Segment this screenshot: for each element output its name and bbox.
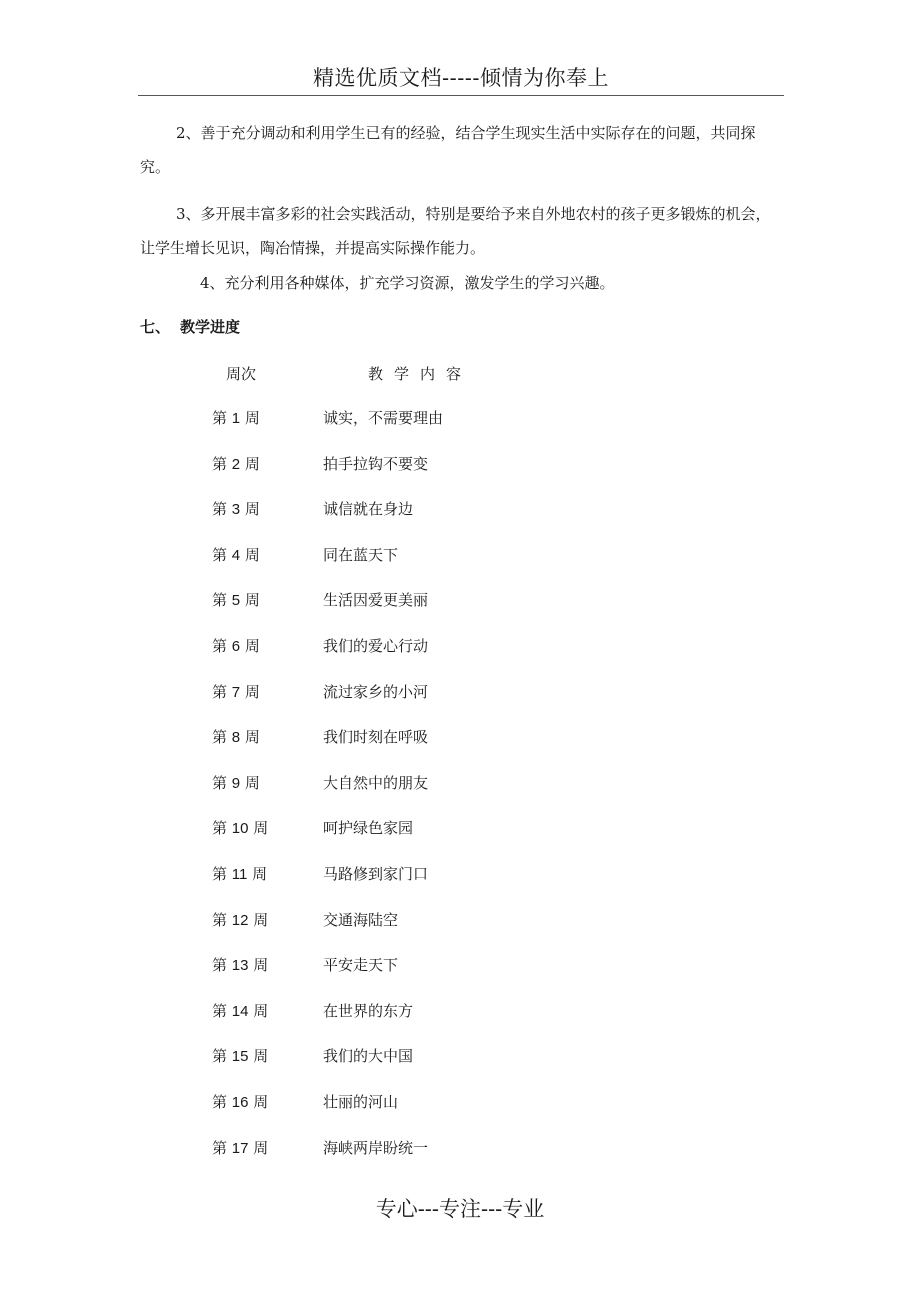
lesson-content: 流过家乡的小河 [323,682,429,701]
week-number: 4 [231,546,241,564]
column-header-content: 教学内容 [368,365,473,383]
week-prefix: 第 [212,545,228,564]
week-suffix: 周 [253,956,269,975]
table-row [212,1090,712,1136]
week-suffix: 周 [253,1001,269,1020]
week-prefix: 第 [212,1047,228,1066]
week-label [212,634,312,659]
week-label [212,999,312,1024]
week-prefix: 第 [212,1138,228,1157]
week-label [212,725,312,750]
week-prefix: 第 [212,1001,228,1020]
week-suffix: 周 [244,409,260,427]
week-number: 1 [231,410,241,427]
lesson-content: 海峡两岸盼统一 [323,1138,429,1157]
week-label [212,452,312,477]
week-suffix: 周 [244,728,260,747]
column-header-week: 周次 [226,365,257,383]
lesson-content: 拍手拉钩不要变 [323,454,429,473]
week-prefix: 第 [212,819,228,838]
table-row [212,634,712,680]
week-prefix: 第 [212,500,228,519]
week-label [212,1090,312,1115]
week-prefix: 第 [212,956,228,975]
table-row [212,725,712,771]
table-row [212,497,712,543]
week-number: 11 [231,865,248,883]
table-row [212,771,712,817]
lesson-content: 我们时刻在呼吸 [323,728,429,747]
week-label [212,497,312,522]
schedule-table [212,406,712,1181]
lesson-content: 同在蓝天下 [323,545,399,564]
section-heading [140,315,240,339]
week-number: 14 [231,1002,249,1020]
lesson-content: 生活因爱更美丽 [323,591,429,610]
table-row [212,999,712,1045]
week-label [212,816,312,841]
week-prefix: 第 [212,728,228,747]
week-number: 13 [231,957,249,975]
week-number: 2 [231,455,241,473]
week-suffix: 周 [244,682,260,701]
week-suffix: 周 [253,1092,269,1111]
table-row [212,406,712,452]
week-number: 9 [231,774,241,792]
week-suffix: 周 [253,819,269,838]
week-number: 3 [231,501,241,519]
paragraph-3: 3、多开展丰富多彩的社会实践活动，特别是要给予来自外地农村的孩子更多锻炼的机会，让学生增长见识，陶冶情操，并提高实际操作能力。 [140,205,771,257]
week-suffix: 周 [244,454,260,473]
table-row [212,1136,712,1182]
table-row [212,588,712,634]
week-suffix: 周 [252,864,268,883]
lesson-content: 马路修到家门口 [323,864,429,883]
lesson-content: 我们的大中国 [323,1047,414,1066]
week-label [212,908,312,933]
lesson-content: 呵护绿色家园 [323,819,414,838]
week-prefix: 第 [212,773,228,792]
page-header-title: 精选优质文档-----倾情为你奉上 [313,66,609,90]
lesson-content: 在世界的东方 [323,1001,414,1020]
week-number: 5 [231,592,241,610]
lesson-content: 诚实，不需要理由 [323,409,444,427]
week-suffix: 周 [253,1047,269,1066]
week-prefix: 第 [212,682,228,701]
week-number: 15 [231,1048,249,1066]
lesson-content: 平安走天下 [323,956,399,975]
week-suffix: 周 [253,1138,269,1157]
week-number: 10 [231,820,249,838]
week-suffix: 周 [244,591,260,610]
week-prefix: 第 [212,1092,228,1111]
week-number: 8 [231,729,241,747]
week-number: 17 [231,1139,249,1157]
week-number: 12 [231,911,249,929]
lesson-content: 大自然中的朋友 [323,773,429,792]
table-row [212,862,712,908]
week-prefix: 第 [212,636,228,655]
week-number: 6 [231,637,241,655]
week-suffix: 周 [244,636,260,655]
lesson-content: 壮丽的河山 [323,1092,399,1111]
week-suffix: 周 [244,500,260,519]
week-prefix: 第 [212,910,228,929]
week-label [212,771,312,796]
section-title: 教学进度 [180,318,241,336]
week-suffix: 周 [253,910,269,929]
week-label [212,588,312,613]
week-label [212,543,312,568]
week-suffix: 周 [244,545,260,564]
week-prefix: 第 [212,409,228,427]
paragraph-4: 4、充分利用各种媒体，扩充学习资源，激发学生的学习兴趣。 [200,274,615,292]
lesson-content: 诚信就在身边 [323,500,414,519]
week-prefix: 第 [212,864,228,883]
lesson-content: 交通海陆空 [323,910,399,929]
paragraph-2: 2、善于充分调动和利用学生已有的经验，结合学生现实生活中实际存在的问题，共同探究。 [140,124,756,176]
week-prefix: 第 [212,454,228,473]
week-label [212,953,312,978]
page-footer: 专心---专注---专业 [375,1197,545,1221]
table-row [212,908,712,954]
week-label [212,406,312,431]
week-prefix: 第 [212,591,228,610]
table-row [212,543,712,589]
week-number: 7 [231,683,241,701]
week-label [212,862,312,887]
table-row [212,1044,712,1090]
week-label [212,1136,312,1161]
week-number: 16 [231,1093,249,1111]
week-label [212,1044,312,1069]
table-row [212,452,712,498]
week-suffix: 周 [244,773,260,792]
table-row [212,953,712,999]
lesson-content: 我们的爱心行动 [323,636,429,655]
header-divider [138,95,784,96]
section-number: 七、 [140,318,171,336]
table-row [212,816,712,862]
table-row [212,680,712,726]
week-label [212,680,312,705]
